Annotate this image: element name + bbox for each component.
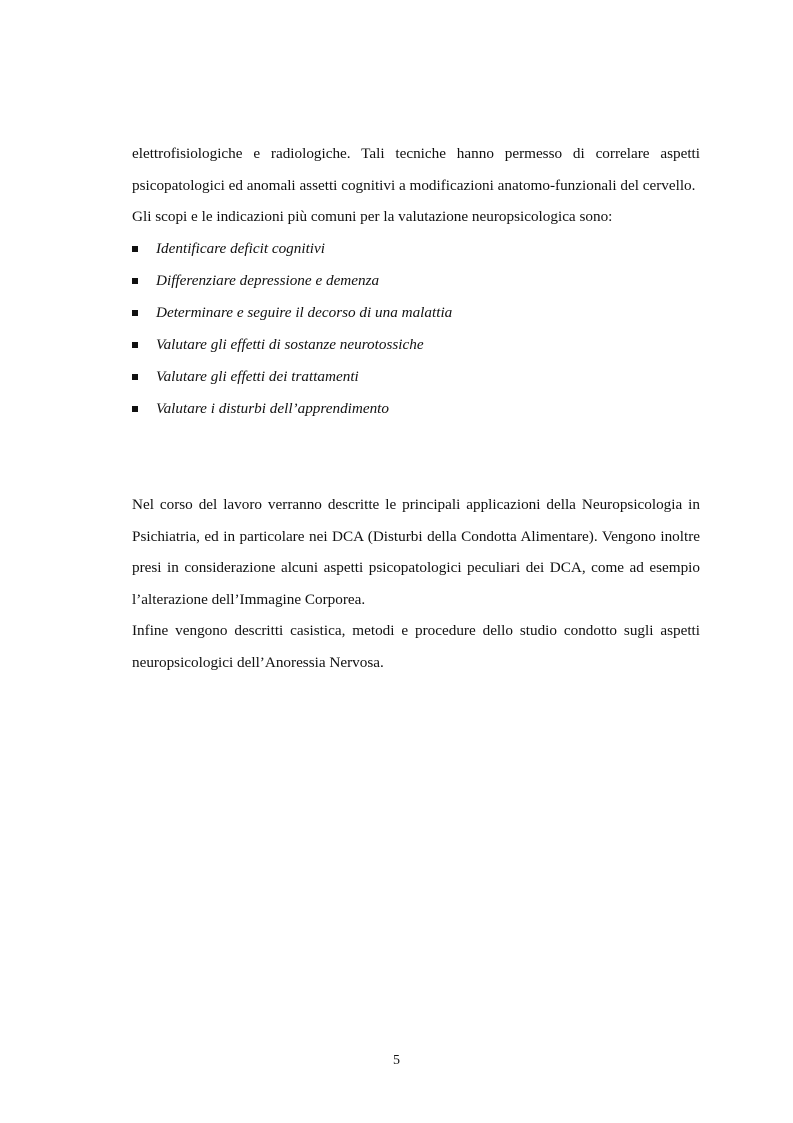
square-bullet-icon [132, 342, 138, 348]
list-item-text: Valutare i disturbi dell’apprendimento [156, 399, 389, 417]
list-item-text: Valutare gli effetti di sostanze neurotossiche [156, 335, 424, 353]
intro-paragraph: elettrofisiologiche e radiologiche. Tali tecniche hanno permesso di correlare aspetti psicopatologici ed anomali assetti cognitivi a modificazioni anatomo-funzionali del cervello. [132, 145, 700, 194]
body-paragraph-methods: Infine vengono descritti casistica, metodi e procedure dello studio condotto sugli aspetti neuropsicologici dell’Anoressia Nervosa. [132, 622, 700, 671]
square-bullet-icon [132, 374, 138, 380]
list-item [132, 265, 700, 297]
list-item-text: Differenziare depressione e demenza [156, 271, 380, 289]
list-item [132, 393, 700, 425]
body-section [132, 489, 700, 678]
square-bullet-icon [132, 278, 138, 284]
intro-lead-in: Gli scopi e le indicazioni più comuni per la valutazione neuropsicologica sono: [132, 208, 613, 225]
body-paragraph-applications: Nel corso del lavoro verranno descritte le principali applicazioni della Neuropsicologia in Psichiatria, ed in particolare nei DCA (Disturbi della Condotta Alimentare). Vengono inoltre presi in considerazione alcuni aspetti psicopatologici peculiari dei DCA, come ad esempio l’alterazione dell’Immagine Corporea. [132, 496, 700, 608]
intro-section [132, 138, 700, 425]
page-number: 5 [393, 1053, 400, 1068]
list-item [132, 361, 700, 393]
indications-list [132, 233, 700, 425]
list-item [132, 297, 700, 329]
square-bullet-icon [132, 406, 138, 412]
list-item-text: Determinare e seguire il decorso di una malattia [156, 303, 453, 321]
square-bullet-icon [132, 310, 138, 316]
list-item-text: Valutare gli effetti dei trattamenti [156, 367, 359, 385]
list-item-text: Identificare deficit cognitivi [156, 239, 325, 257]
list-item [132, 329, 700, 361]
list-item [132, 233, 700, 265]
square-bullet-icon [132, 246, 138, 252]
